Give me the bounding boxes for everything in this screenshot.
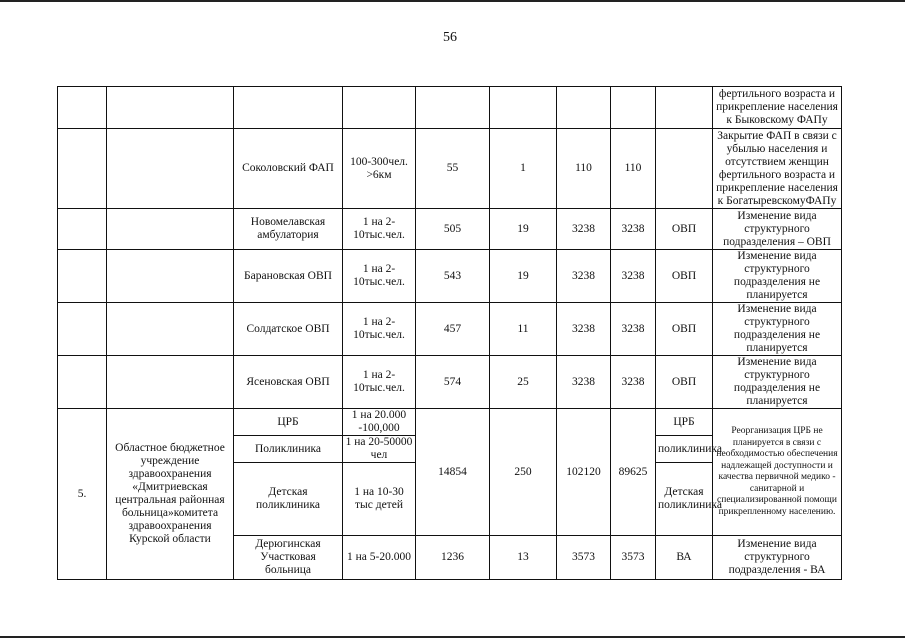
value-2: 13 bbox=[490, 536, 557, 580]
merged-note: Реорганизация ЦРБ не планируется в связи с необходимостью обеспечения надлежащей доступности и качества первичной медико - санитарной и специализированной помощи прикрепленному населению. bbox=[713, 409, 842, 536]
facility-norm: 1 на 10-30 тыс детей bbox=[343, 463, 416, 536]
facility-type: ОВП bbox=[656, 209, 713, 250]
facility-type: ЦРБ bbox=[656, 409, 713, 436]
table-row bbox=[58, 250, 842, 303]
facility-name: Дерюгинская Участковая больница bbox=[234, 536, 343, 580]
facility-name: Барановская ОВП bbox=[234, 250, 343, 303]
facilities-table bbox=[57, 86, 842, 580]
table-row bbox=[58, 209, 842, 250]
organization-name bbox=[107, 250, 234, 303]
table-row bbox=[58, 356, 842, 409]
note: Изменение вида структурного подразделения - ВА bbox=[713, 536, 842, 580]
row-number bbox=[58, 129, 107, 209]
value-3: 110 bbox=[557, 129, 611, 209]
value-1: 543 bbox=[416, 250, 490, 303]
page-number: 56 bbox=[443, 30, 457, 45]
value-3: 3238 bbox=[557, 250, 611, 303]
merged-value-3: 102120 bbox=[557, 409, 611, 536]
merged-value-2: 250 bbox=[490, 409, 557, 536]
facility-norm: 1 на 2-10тыс.чел. bbox=[343, 209, 416, 250]
row-number: 5. bbox=[58, 409, 107, 580]
table-row bbox=[58, 303, 842, 356]
organization-name bbox=[107, 209, 234, 250]
note: фертильного возраста и прикрепление населения к Быковскому ФАПу bbox=[713, 87, 842, 129]
organization-name bbox=[107, 129, 234, 209]
facility-name: Детская поликлиника bbox=[234, 463, 343, 536]
facility-type: ОВП bbox=[656, 356, 713, 409]
facility-type: ВА bbox=[656, 536, 713, 580]
note: Изменение вида структурного подразделения не планируется bbox=[713, 356, 842, 409]
note: Изменение вида структурного подразделения не планируется bbox=[713, 250, 842, 303]
value-4: 3573 bbox=[611, 536, 656, 580]
value-1: 457 bbox=[416, 303, 490, 356]
table-row-crb bbox=[58, 409, 842, 436]
organization-name bbox=[107, 87, 234, 129]
value-4: 110 bbox=[611, 129, 656, 209]
value-4: 3238 bbox=[611, 303, 656, 356]
merged-value-1: 14854 bbox=[416, 409, 490, 536]
facility-norm: 100-300чел. >6км bbox=[343, 129, 416, 209]
facility-name bbox=[234, 87, 343, 129]
value-2: 19 bbox=[490, 250, 557, 303]
value-3: 3238 bbox=[557, 209, 611, 250]
facility-norm bbox=[343, 87, 416, 129]
value-3: 3238 bbox=[557, 356, 611, 409]
facility-norm: 1 на 5-20.000 bbox=[343, 536, 416, 580]
value-2: 25 bbox=[490, 356, 557, 409]
table-row bbox=[58, 129, 842, 209]
row-number bbox=[58, 87, 107, 129]
value-1: 505 bbox=[416, 209, 490, 250]
scan-line-top bbox=[0, 0, 905, 2]
organization-name bbox=[107, 356, 234, 409]
facility-type bbox=[656, 87, 713, 129]
merged-value-4: 89625 bbox=[611, 409, 656, 536]
value-2: 19 bbox=[490, 209, 557, 250]
value-1: 55 bbox=[416, 129, 490, 209]
row-number bbox=[58, 303, 107, 356]
facility-name: ЦРБ bbox=[234, 409, 343, 436]
facility-name: Соколовский ФАП bbox=[234, 129, 343, 209]
facility-name: Поликлиника bbox=[234, 436, 343, 463]
value-2: 1 bbox=[490, 129, 557, 209]
value-4: 3238 bbox=[611, 250, 656, 303]
value-1: 574 bbox=[416, 356, 490, 409]
facility-type: поликлиника bbox=[656, 436, 713, 463]
facility-norm: 1 на 20.000 -100,000 bbox=[343, 409, 416, 436]
value-3: 3573 bbox=[557, 536, 611, 580]
organization-name: Областное бюджетное учреждение здравоохранения «Дмитриевская центральная районная больница»комитета здравоохранения Курской области bbox=[107, 409, 234, 580]
table-row bbox=[58, 87, 842, 129]
facility-type: ОВП bbox=[656, 303, 713, 356]
value-3 bbox=[557, 87, 611, 129]
row-number bbox=[58, 250, 107, 303]
scan-line-bottom bbox=[0, 636, 905, 638]
facility-norm: 1 на 2-10тыс.чел. bbox=[343, 250, 416, 303]
value-2 bbox=[490, 87, 557, 129]
row-number bbox=[58, 356, 107, 409]
value-4: 3238 bbox=[611, 209, 656, 250]
value-3: 3238 bbox=[557, 303, 611, 356]
facility-norm: 1 на 20-50000 чел bbox=[343, 436, 416, 463]
facility-norm: 1 на 2-10тыс.чел. bbox=[343, 303, 416, 356]
value-4 bbox=[611, 87, 656, 129]
row-number bbox=[58, 209, 107, 250]
value-1 bbox=[416, 87, 490, 129]
facility-name: Новомелавская амбулатория bbox=[234, 209, 343, 250]
note: Изменение вида структурного подразделения не планируется bbox=[713, 303, 842, 356]
value-4: 3238 bbox=[611, 356, 656, 409]
facility-name: Солдатское ОВП bbox=[234, 303, 343, 356]
value-2: 11 bbox=[490, 303, 557, 356]
facility-type: Детская поликлиника bbox=[656, 463, 713, 536]
note: Закрытие ФАП в связи с убылью населения и отсутствием женщин фертильного возраста и прикрепление населения к БогатыревскомуФАПу bbox=[713, 129, 842, 209]
note: Изменение вида структурного подразделения – ОВП bbox=[713, 209, 842, 250]
value-1: 1236 bbox=[416, 536, 490, 580]
facility-type: ОВП bbox=[656, 250, 713, 303]
facility-name: Ясеновская ОВП bbox=[234, 356, 343, 409]
facility-type bbox=[656, 129, 713, 209]
facility-norm: 1 на 2-10тыс.чел. bbox=[343, 356, 416, 409]
organization-name bbox=[107, 303, 234, 356]
